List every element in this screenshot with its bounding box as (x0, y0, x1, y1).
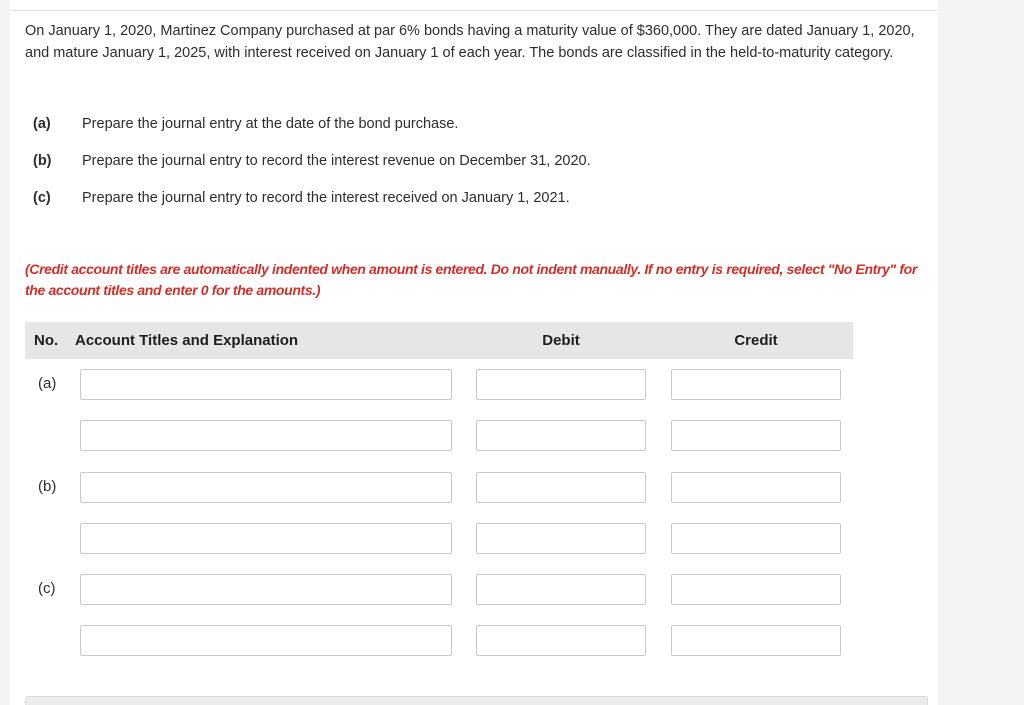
question-text: On January 1, 2020, Martinez Company purchased at par 6% bonds having a maturity value of $360,000. They are dated January 1, 2020, and mature January 1, 2025, with interest received on January 1 of each year. The bonds are classified in the held-to-maturity category. (25, 23, 915, 61)
account-title-field[interactable] (80, 369, 452, 400)
instructions-note: (Credit account titles are automatically indented when amount is entered. Do not indent manually. If no entry is required, select "No Entry" for the account titles and enter 0 for the amounts.) (25, 261, 917, 298)
column-header-debit: Debit (542, 332, 580, 349)
part-letter: (c) (33, 190, 51, 206)
debit-field[interactable] (476, 625, 646, 656)
credit-field[interactable] (671, 574, 841, 605)
credit-field[interactable] (671, 625, 841, 656)
part-letter: (a) (33, 116, 51, 132)
column-header-credit: Credit (734, 332, 778, 349)
journal-table-header (25, 322, 853, 359)
account-title-field[interactable] (80, 420, 452, 451)
account-title-field[interactable] (80, 625, 452, 656)
journal-row (25, 574, 853, 607)
credit-field[interactable] (671, 472, 841, 503)
question-parts (25, 112, 915, 223)
journal-row (25, 523, 853, 556)
row-label: (c) (38, 580, 56, 597)
part-text: Prepare the journal entry to record the interest received on January 1, 2021. (82, 190, 570, 206)
column-header-account: Account Titles and Explanation (75, 332, 299, 349)
account-title-field[interactable] (80, 574, 452, 605)
column-header-no: No. (34, 332, 59, 349)
debit-field[interactable] (476, 472, 646, 503)
journal-row (25, 420, 853, 453)
part-item-c (25, 186, 915, 223)
part-item-b (25, 149, 915, 186)
debit-field[interactable] (476, 420, 646, 451)
account-title-field[interactable] (80, 523, 452, 554)
part-item-a (25, 112, 915, 149)
credit-field[interactable] (671, 369, 841, 400)
journal-row (25, 369, 853, 402)
top-divider (10, 0, 938, 11)
row-label: (a) (38, 375, 57, 392)
debit-field[interactable] (476, 523, 646, 554)
part-letter: (b) (33, 153, 52, 169)
journal-row (25, 472, 853, 505)
debit-field[interactable] (476, 574, 646, 605)
account-title-field[interactable] (80, 472, 452, 503)
row-label: (b) (38, 478, 57, 495)
credit-field[interactable] (671, 420, 841, 451)
part-text: Prepare the journal entry at the date of the bond purchase. (82, 116, 459, 132)
journal-row (25, 625, 853, 658)
debit-field[interactable] (476, 369, 646, 400)
bottom-panel-edge (25, 696, 928, 705)
credit-field[interactable] (671, 523, 841, 554)
part-text: Prepare the journal entry to record the interest revenue on December 31, 2020. (82, 153, 591, 169)
